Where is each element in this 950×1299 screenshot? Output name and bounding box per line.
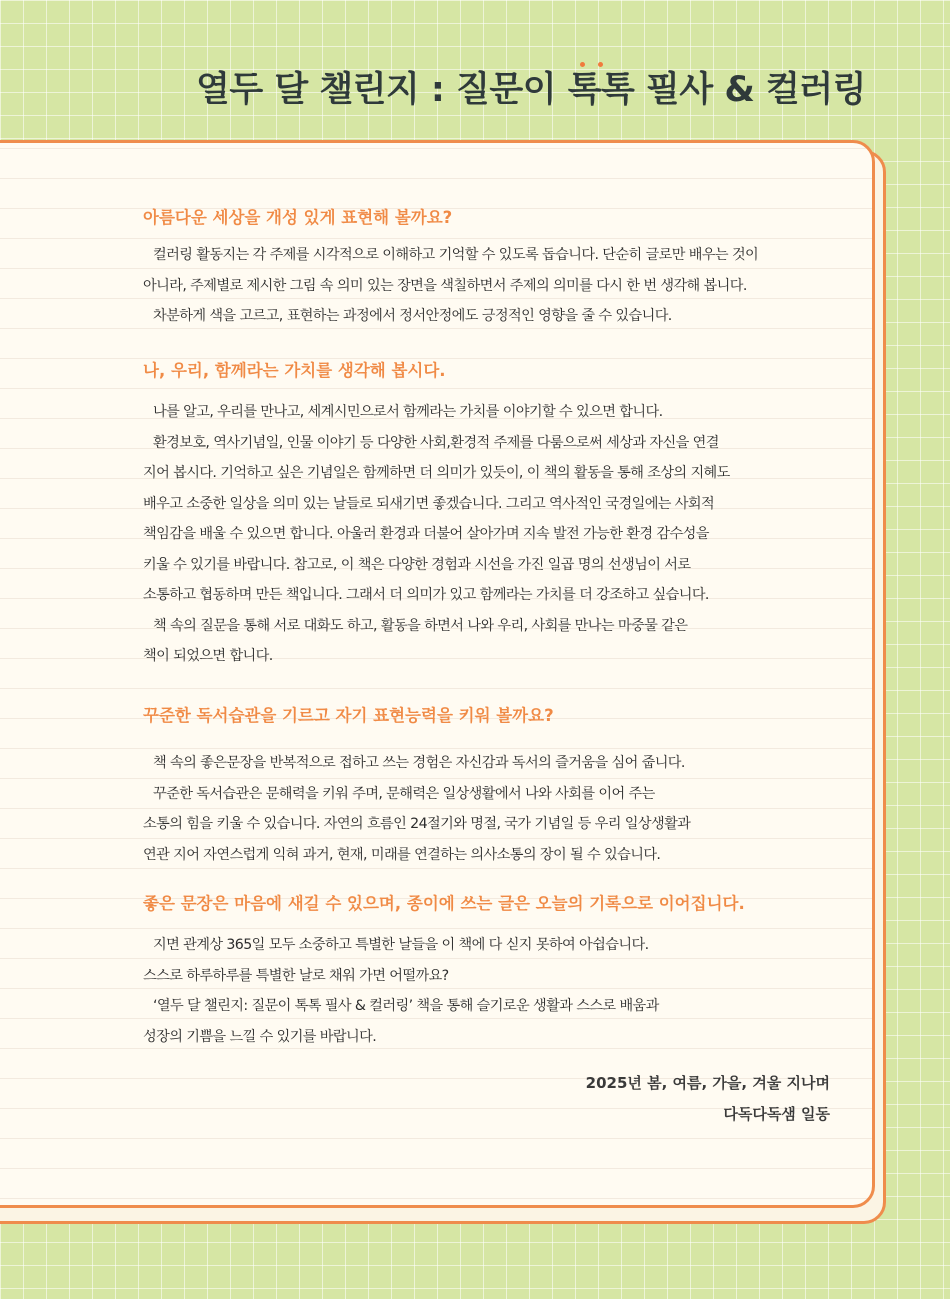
section-together xyxy=(143,355,848,672)
paragraph-line: 아니라, 주제별로 제시한 그림 속 의미 있는 장면을 색칠하면서 주제의 의미를 다시 한 번 생각해 봅니다. xyxy=(143,277,747,294)
paragraph-line: ‘열두 달 챌린지: 질문이 톡톡 필사 & 컬러링’ 책을 통해 슬기로운 생활과 스스로 배움과 xyxy=(153,998,659,1014)
section-writing xyxy=(143,888,848,1052)
paragraph-line: 지어 봅시다. 기억하고 싶은 기념일은 함께하면 더 의미가 있듯이, 이 책의 활동을 통해 조상의 지혜도 xyxy=(143,465,730,481)
paragraph-line: 차분하게 색을 고르고, 표현하는 과정에서 정서안정에도 긍정적인 영향을 줄 수 있습니다. xyxy=(153,308,672,324)
section-reading xyxy=(143,700,848,870)
paragraph-line: 성장의 기쁨을 느낄 수 있기를 바랍니다. xyxy=(143,1028,377,1045)
section-heading: 꾸준한 독서습관을 기르고 자기 표현능력을 키워 볼까요? xyxy=(143,706,554,725)
paragraph-line: 컬러링 활동지는 각 주제를 시각적으로 이해하고 기억할 수 있도록 돕습니다. 단순히 글로만 배우는 것이 xyxy=(153,247,759,263)
paragraph-line: 연관 지어 자연스럽게 익혀 과거, 현재, 미래를 연결하는 의사소통의 장이 될 수 있습니다. xyxy=(143,846,661,863)
title-emphasis: 톡톡 xyxy=(567,70,635,110)
signature xyxy=(586,1068,830,1130)
paragraph-line: 배우고 소중한 일상을 의미 있는 날들로 되새기면 좋겠습니다. 그리고 역사적인 국경일에는 사회적 xyxy=(143,495,715,512)
paragraph-line: 나를 알고, 우리를 만나고, 세계시민으로서 함께라는 가치를 이야기할 수 있으면 합니다. xyxy=(153,404,663,420)
paragraph-line: 환경보호, 역사기념일, 인물 이야기 등 다양한 사회,환경적 주제를 다룸으로써 세상과 자신을 연결 xyxy=(153,434,719,451)
paragraph-line: 소통의 힘을 키울 수 있습니다. 자연의 흐름인 24절기와 명절, 국가 기념일 등 우리 일상생활과 xyxy=(143,816,691,832)
paragraph-line: 책 속의 좋은문장을 반복적으로 접하고 쓰는 경험은 자신감과 독서의 즐거움을 심어 줍니다. xyxy=(153,755,685,771)
paragraph-line: 꾸준한 독서습관은 문해력을 키워 주며, 문해력은 일상생활에서 나와 사회를 이어 주는 xyxy=(153,785,655,802)
paragraph-line: 책이 되었으면 합니다. xyxy=(143,648,273,664)
title-prefix: 열두 달 챌린지 : 질문이 xyxy=(196,70,568,110)
title-suffix: 필사 & 컬러링 xyxy=(634,70,866,110)
page-title xyxy=(196,62,866,112)
paragraph-line: 책 속의 질문을 통해 서로 대화도 하고, 활동을 하면서 나와 우리, 사회를 만나는 마중물 같은 xyxy=(153,617,688,634)
paragraph-line: 책임감을 배울 수 있으면 합니다. 아울러 환경과 더불어 살아가며 지속 발전 가능한 환경 감수성을 xyxy=(143,526,709,542)
section-heading: 아름다운 세상을 개성 있게 표현해 볼까요? xyxy=(143,208,453,227)
section-heading: 나, 우리, 함께라는 가치를 생각해 봅시다. xyxy=(143,361,446,380)
paragraph-line: 키울 수 있기를 바랍니다. 참고로, 이 책은 다양한 경험과 시선을 가진 일곱 명의 선생님이 서로 xyxy=(143,556,691,573)
paragraph-line: 소통하고 협동하며 만든 책입니다. 그래서 더 의미가 있고 함께라는 가치를 더 강조하고 싶습니다. xyxy=(143,587,709,603)
signature-author: 다독다독샘 일동 xyxy=(723,1105,830,1123)
paragraph-line: 스스로 하루하루를 특별한 날로 채워 가면 어떨까요? xyxy=(143,967,449,984)
signature-date: 2025년 봄, 여름, 가을, 겨울 지나며 xyxy=(585,1074,830,1092)
section-colouring xyxy=(143,202,848,332)
section-heading: 좋은 문장은 마음에 새길 수 있으며, 종이에 쓰는 글은 오늘의 기록으로 이어집니다. xyxy=(143,894,745,913)
paragraph-line: 지면 관계상 365일 모두 소중하고 특별한 날들을 이 책에 다 싣지 못하여 아쉽습니다. xyxy=(153,937,649,953)
